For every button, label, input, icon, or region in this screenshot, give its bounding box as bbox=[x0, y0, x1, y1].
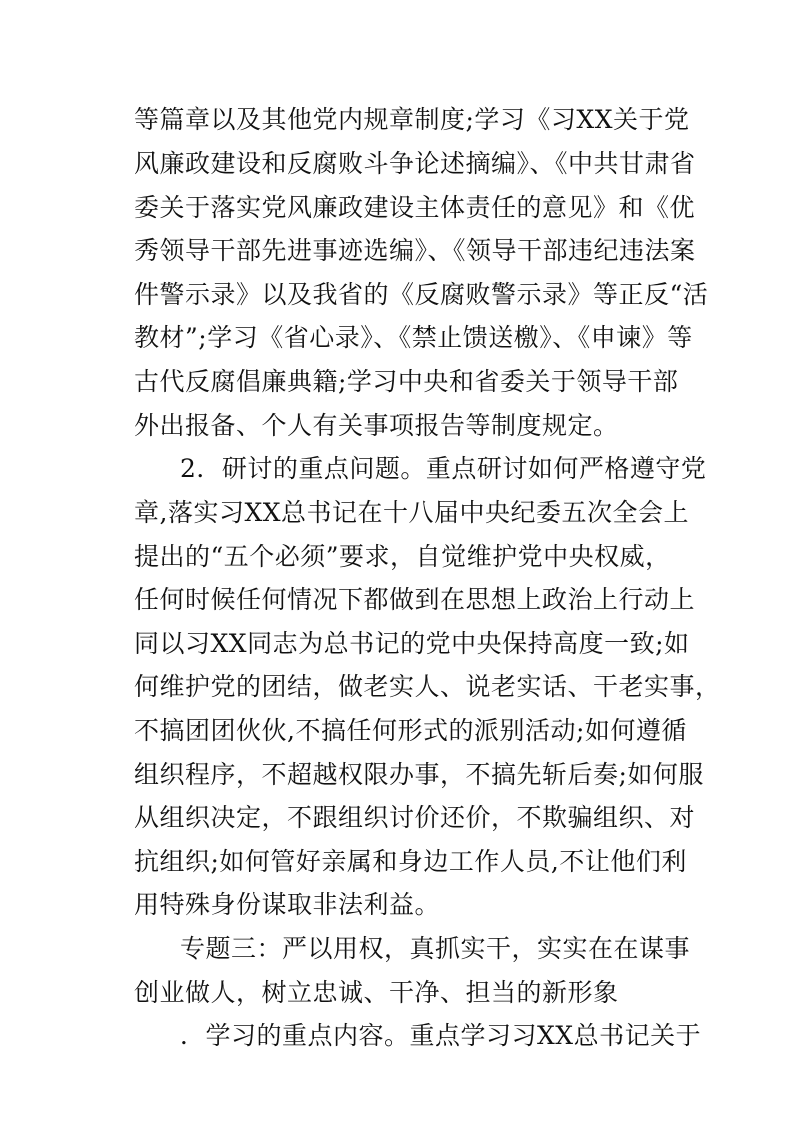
text-line-18: 抗组织;如何管好亲属和身边工作人员,不让他们利 bbox=[134, 847, 687, 876]
text-line-6: 教材”;学习《省心录》、《禁止馈送檄》、《申谏》等 bbox=[134, 323, 693, 352]
text-line-19: 用特殊身份谋取非法利益。 bbox=[134, 890, 441, 919]
text-line-3: 委关于落实党风廉政建设主体责任的意见》和《优 bbox=[134, 193, 696, 222]
text-line-17: 从组织决定，不跟组织讨价还价，不欺骗组织、对 bbox=[134, 803, 696, 832]
text-line-15: 不搞团团伙伙,不搞任何形式的派别活动;如何遵循 bbox=[134, 716, 687, 745]
topic-three-heading: 专题三：严以用权，真抓实干，实实在在谋事 bbox=[180, 934, 691, 963]
text-line-11: 提出的“五个必须”要求，自觉维护党中央权威， bbox=[134, 542, 671, 571]
text-line-4: 秀领导干部先进事迹选编》、《领导干部违纪违法案 bbox=[134, 236, 696, 265]
text-line-14: 何维护党的团结，做老实人、说老实话、干老实事， bbox=[134, 672, 721, 701]
text-line-1: 等篇章以及其他党内规章制度;学习《习XX关于党 bbox=[134, 105, 690, 134]
section-heading-discussion: 2．研讨的重点问题。重点研讨如何严格遵守党 bbox=[180, 454, 707, 483]
text-line-2: 风廉政建设和反腐败斗争论述摘编》、《中共甘肃省 bbox=[134, 149, 696, 178]
text-line-16: 组织程序，不超越权限办事，不搞先斩后奏;如何服 bbox=[134, 760, 704, 789]
text-line-8: 外出报备、个人有关事项报告等制度规定。 bbox=[134, 411, 619, 440]
text-line-7: 古代反腐倡廉典籍;学习中央和省委关于领导干部 bbox=[134, 367, 679, 396]
text-line-13: 同以习XX同志为总书记的党中央保持高度一致;如 bbox=[134, 629, 690, 658]
text-line-10: 章,落实习XX总书记在十八届中央纪委五次全会上 bbox=[134, 498, 690, 527]
text-line-12: 任何时候任何情况下都做到在思想上政治上行动上 bbox=[134, 585, 696, 614]
topic-three-heading-cont: 创业做人，树立忠诚、干净、担当的新形象 bbox=[134, 978, 619, 1007]
section-heading-study: ．学习的重点内容。重点学习习XX总书记关于 bbox=[180, 1021, 702, 1050]
text-line-5: 件警示录》以及我省的《反腐败警示录》等正反“活 bbox=[134, 280, 709, 309]
